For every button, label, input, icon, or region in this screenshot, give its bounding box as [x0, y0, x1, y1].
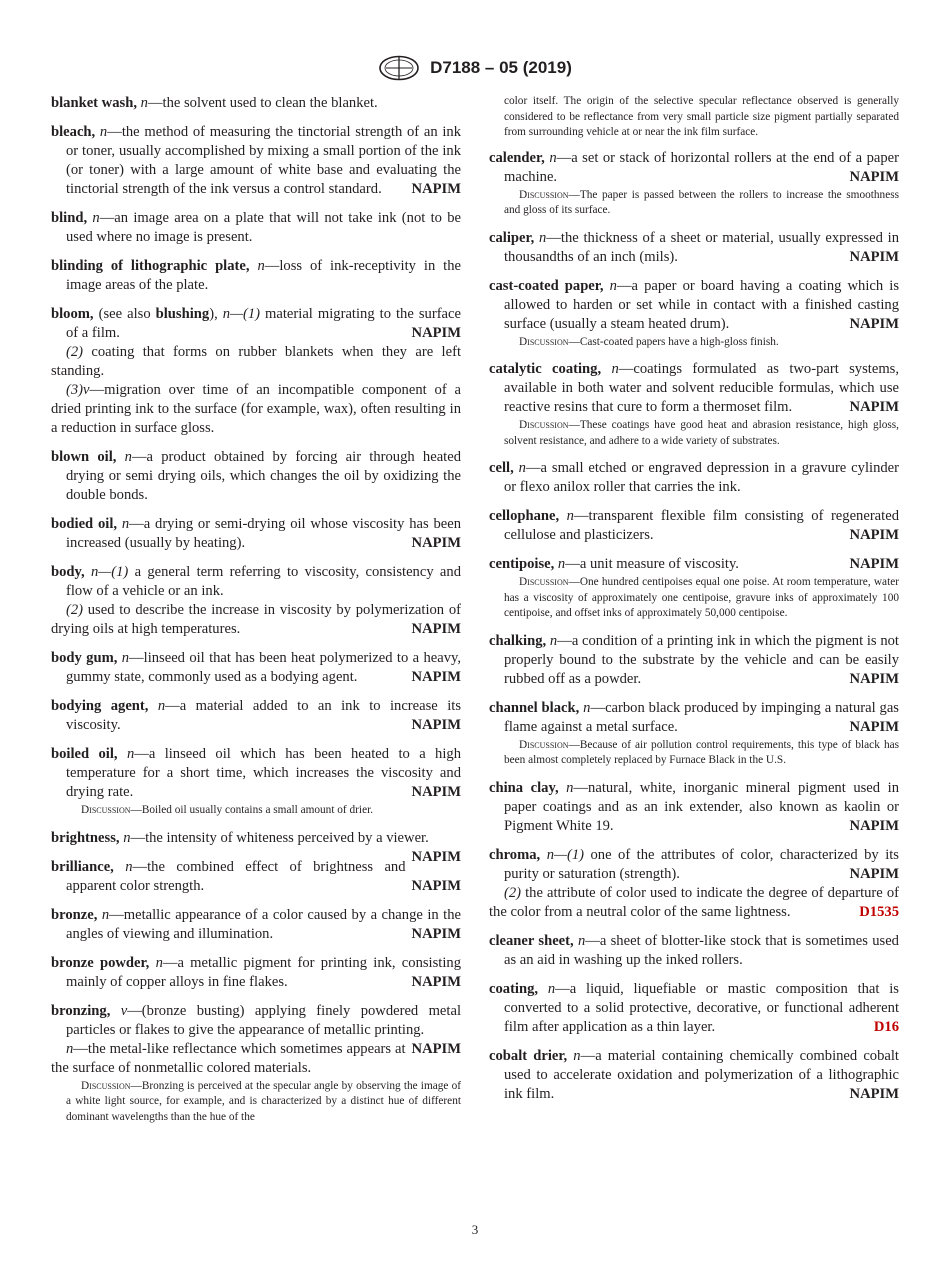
- term: boiled oil,: [51, 746, 118, 762]
- entry-caliper: [489, 229, 899, 267]
- source-reference: NAPIM: [411, 848, 461, 865]
- definition: —a small etched or engraved depression in a gravure cylinder or flexo anilox roller that carries the ink.: [504, 460, 899, 495]
- entry-blown-oil: [51, 448, 461, 505]
- entry-cobalt-drier: [489, 1047, 899, 1104]
- definition: —carbon black produced by impinging a natural gas flame against a metal surface.: [504, 699, 899, 735]
- term: blanket wash,: [51, 95, 137, 111]
- entry-china-clay: [489, 779, 899, 836]
- definition: —transparent flexible film consisting of regenerated cellulose and plasticizers.: [504, 508, 899, 543]
- part-of-speech: n: [101, 906, 110, 923]
- term: channel black,: [489, 699, 580, 716]
- astm-logo-icon: [378, 55, 420, 81]
- entry-bronze-powder: [51, 954, 461, 992]
- discussion-note: [504, 738, 899, 769]
- page-number: 3: [471, 1222, 479, 1237]
- definition: —a drying or semi-drying oil whose viscosity has been increased (usually by heating).: [66, 516, 461, 551]
- definition: —linseed oil that has been heat polymerized to a heavy, gummy state, commonly used as a bodying agent.: [66, 650, 461, 685]
- entry-coating: [489, 980, 899, 1037]
- discussion-note: [66, 1079, 461, 1126]
- term: china clay,: [489, 779, 559, 796]
- source-reference: NAPIM: [849, 670, 899, 687]
- entry-cleaner-sheet: [489, 932, 899, 970]
- part-of-speech: n: [549, 149, 557, 166]
- part-of-speech: n: [583, 699, 591, 716]
- source-reference: NAPIM: [849, 168, 899, 185]
- term: bloom,: [51, 306, 94, 322]
- discussion-label: Discussion: [81, 1079, 131, 1092]
- source-reference: NAPIM: [411, 621, 461, 637]
- entry-catalytic-coating: [489, 360, 899, 449]
- term: bronzing,: [51, 1002, 111, 1019]
- source-reference: NAPIM: [411, 325, 461, 341]
- source-reference: NAPIM: [411, 717, 461, 733]
- term: chalking,: [489, 632, 547, 649]
- discussion-note: [66, 803, 461, 819]
- source-reference: NAPIM: [849, 527, 899, 543]
- discussion-label: Discussion: [519, 419, 569, 431]
- definition: —a unit measure of viscosity.: [565, 556, 739, 572]
- discussion-text: —Bronzing is perceived at the specular angle by observing the image of a white light source, for example, and is characterized by a distinct hue of different dominant wavelengths than the hue of the: [66, 1079, 461, 1123]
- definition: —a condition of a printing ink in which the pigment is not properly bound to the substrate by the vehicle and can be easily rubbed off as a powder.: [504, 632, 899, 687]
- discussion-label: Discussion: [519, 576, 569, 588]
- sense-number: (2): [66, 344, 84, 360]
- discussion-note: [504, 188, 899, 219]
- term: centipoise,: [489, 556, 555, 572]
- part-of-speech: n: [557, 556, 566, 572]
- definition: —the solvent used to clean the blanket.: [147, 95, 378, 111]
- definition: —a metallic pigment for printing ink, consisting mainly of copper alloys in fine flakes.: [66, 954, 461, 990]
- source-reference: NAPIM: [411, 181, 461, 197]
- entry-blinding-of-lithographic-plate: [51, 257, 461, 295]
- part-of-speech: n: [121, 650, 130, 666]
- term: bronze powder,: [51, 954, 150, 971]
- discussion-text: —The paper is passed between the rollers to increase the smoothness and gloss of its surface.: [504, 188, 899, 216]
- entry-bloom: [51, 305, 461, 438]
- entry-cast-coated-paper: [489, 277, 899, 351]
- part-of-speech: n—(1): [222, 306, 261, 322]
- source-reference: NAPIM: [411, 535, 461, 551]
- part-of-speech: n: [99, 124, 108, 140]
- source-reference: NAPIM: [849, 1085, 899, 1102]
- part-of-speech: n: [611, 361, 619, 377]
- term: caliper,: [489, 229, 535, 246]
- definition: —natural, white, inorganic mineral pigment used in paper coatings and as an ink extender, also known as kaolin or Pigment White 19.: [504, 779, 899, 834]
- part-of-speech: n: [126, 746, 135, 762]
- part-of-speech: n: [257, 258, 265, 274]
- part-of-speech: n: [140, 95, 148, 111]
- definition-2: coating that forms on rubber blankets when they are left standing.: [51, 344, 461, 379]
- source-reference: NAPIM: [849, 315, 899, 332]
- discussion-label: Discussion: [519, 188, 569, 201]
- entry-centipoise: [489, 555, 899, 622]
- discussion-text: —One hundred centipoises equal one poise. At room temperature, water has a viscosity of approximately one centipoise, gravure inks of approximately 100 centipoise, and offset inks of approximately 50,000 centipoise.: [504, 576, 899, 619]
- entry-bronzing: [51, 1002, 461, 1126]
- definition-2: used to describe the increase in viscosity by polymerization of drying oils at high temperatures.: [51, 602, 461, 637]
- part-of-speech: n: [155, 954, 163, 971]
- part-of-speech: n: [609, 277, 617, 294]
- term: cobalt drier,: [489, 1047, 568, 1064]
- term: blinding of lithographic plate,: [51, 258, 250, 274]
- part-of-speech: n: [518, 460, 526, 476]
- definition-1: a general term referring to viscosity, consistency and flow of a vehicle or an ink.: [66, 564, 461, 599]
- part-of-speech: n: [123, 829, 131, 846]
- part-of-speech: n: [549, 632, 558, 649]
- entry-channel-black: [489, 699, 899, 769]
- definition: —the intensity of whiteness perceived by a viewer.: [130, 829, 429, 846]
- definition-1: —(bronze busting) applying finely powdered metal particles or flakes to give the appearance of metallic printing.: [66, 1002, 461, 1038]
- definition: —a set or stack of horizontal rollers at the end of a paper machine.: [504, 149, 899, 185]
- entry-calender: [489, 149, 899, 219]
- entry-bleach: [51, 123, 461, 199]
- term: body,: [51, 564, 85, 580]
- standard-reference-link[interactable]: D1535: [859, 903, 899, 920]
- entry-chalking: [489, 632, 899, 689]
- definition: —coatings formulated as two-part systems, available in both water and solvent reducible formulas, which use reactive resins that cure to form a thermoset film.: [504, 361, 899, 415]
- right-column: [489, 94, 899, 1114]
- definition-3: —migration over time of an incompatible component of a dried printing ink to the surface (for example, wax), often resulting in a reduction in surface gloss.: [51, 382, 461, 436]
- discussion-text: —These coatings have good heat and abrasion resistance, high gloss, solvent resistance, and adhere to a wide variety of substrates.: [504, 419, 899, 447]
- entry-boiled-oil: [51, 745, 461, 819]
- term: bronze,: [51, 906, 98, 923]
- part-of-speech: n: [125, 858, 133, 875]
- part-of-speech: n: [577, 932, 586, 949]
- term: brightness,: [51, 829, 120, 846]
- discussion-text: —Boiled oil usually contains a small amount of drier.: [130, 804, 374, 816]
- part-of-speech: n: [121, 516, 130, 532]
- source-reference: NAPIM: [411, 784, 461, 800]
- discussion-label: Discussion: [81, 804, 131, 816]
- entry-cell: [489, 459, 899, 497]
- definition: —a paper or board having a coating which is allowed to harden or set while in contact with a finished casting surface (usually a steam heated drum).: [504, 277, 899, 332]
- definition: —a material added to an ink to increase its viscosity.: [66, 698, 461, 733]
- definition: —a sheet of blotter-like stock that is sometimes used as an aid in washing up the inked rollers.: [504, 932, 899, 968]
- term: catalytic coating,: [489, 361, 602, 377]
- discussion-label: Discussion: [519, 738, 569, 751]
- discussion-note: [504, 335, 899, 351]
- standard-designation: D7188 – 05 (2019): [430, 58, 572, 77]
- source-reference: NAPIM: [849, 718, 899, 735]
- source-reference: NAPIM: [411, 669, 461, 685]
- term: bodied oil,: [51, 516, 118, 532]
- term: bleach,: [51, 124, 96, 140]
- definition: —a product obtained by forcing air through heated drying or semi drying oils, which changes the oil by oxidizing the double bonds.: [66, 449, 461, 503]
- term: coating,: [489, 980, 539, 997]
- standard-reference-link[interactable]: D16: [873, 1018, 899, 1035]
- term: chroma,: [489, 846, 541, 863]
- definition-1: material migrating to the surface of a film.: [66, 306, 461, 341]
- part-of-speech: n: [66, 1040, 74, 1057]
- source-reference: NAPIM: [849, 556, 899, 572]
- definition: —a liquid, liquefiable or mastic composition that is converted to a solid protective, decorative, or functional adherent film after application as a thin layer.: [504, 980, 899, 1035]
- term: bodying agent,: [51, 698, 149, 714]
- source-reference: NAPIM: [849, 248, 899, 265]
- term: brilliance,: [51, 858, 114, 875]
- discussion-label: Discussion: [519, 335, 569, 348]
- discussion-text: —Because of air pollution control requirements, this type of black has been almost completely replaced by Furnace Black in the U.S.: [504, 738, 899, 766]
- part-of-speech: n: [539, 229, 547, 246]
- term: calender,: [489, 149, 545, 166]
- discussion-text: —Cast-coated papers have a high-gloss finish.: [568, 335, 779, 348]
- part-of-speech: n—(1): [546, 846, 584, 863]
- discussion-note: [504, 575, 899, 622]
- left-column: [51, 94, 461, 1135]
- definition: —an image area on a plate that will not take ink (not to be used where no image is present.: [66, 210, 461, 245]
- part-of-speech: n—(1): [90, 564, 129, 580]
- definition: —the method of measuring the tinctorial strength of an ink or toner, usually accomplished by mixing a small portion of the ink (or toner) with a large amount of white base and evaluating the tinctorial strength of the ink versus a control standard.: [66, 124, 461, 197]
- source-reference: NAPIM: [849, 399, 899, 415]
- entry-bronze: [51, 906, 461, 944]
- definition: —a linseed oil which has been heated to a high temperature for a short time, which increases the viscosity and drying rate.: [66, 746, 461, 800]
- term: cleaner sheet,: [489, 932, 574, 949]
- see-also-term: blushing: [155, 306, 210, 322]
- term: cell,: [489, 460, 514, 476]
- source-reference: NAPIM: [411, 1040, 461, 1057]
- entry-blind: [51, 209, 461, 247]
- entry-bodying-agent: [51, 697, 461, 735]
- definition-1: one of the attributes of color, characterized by its purity or saturation (strength).: [504, 846, 899, 882]
- term: blind,: [51, 210, 88, 226]
- source-reference: NAPIM: [411, 925, 461, 942]
- entry-chroma: [489, 846, 899, 922]
- discussion-continued: color itself. The origin of the selective specular reflectance observed is generally considered to be reflectance from very small particle size pigment partially separated from surrounding vehicle at or near the ink film surface.: [504, 95, 899, 138]
- term: cellophane,: [489, 508, 560, 524]
- source-reference: NAPIM: [849, 817, 899, 834]
- definition: —metallic appearance of a color caused by a change in the angles of viewing and illumination.: [66, 906, 461, 942]
- see-also-suffix: ),: [209, 306, 223, 322]
- definition: —the thickness of a sheet or material, usually expressed in thousandths of an inch (mils).: [504, 229, 899, 265]
- discussion-note: [504, 418, 899, 449]
- definition: —a material containing chemically combined cobalt used to accelerate oxidation and polymerization of a lithographic ink film.: [504, 1047, 899, 1102]
- term: blown oil,: [51, 449, 117, 465]
- entry-body-gum: [51, 649, 461, 687]
- sense-number: (2): [504, 884, 522, 901]
- entry-brightness: [51, 829, 461, 865]
- part-of-speech: n: [566, 508, 574, 524]
- entry-body: [51, 563, 461, 639]
- definition: —the combined effect of brightness and apparent color strength.: [66, 858, 406, 894]
- part-of-speech: n: [573, 1047, 581, 1064]
- sense-number: (2): [66, 602, 84, 618]
- part-of-speech: n: [92, 210, 100, 226]
- term: body gum,: [51, 650, 118, 666]
- definition-2: the attribute of color used to indicate the degree of departure of the color from a neutral color of the same lightness.: [489, 884, 899, 920]
- see-also-prefix: (see also: [93, 306, 156, 322]
- entry-blanket-wash: [51, 94, 461, 113]
- term: cast-coated paper,: [489, 277, 604, 294]
- page-header: [0, 55, 950, 85]
- entry-bodied-oil: [51, 515, 461, 553]
- part-of-speech: n: [157, 698, 166, 714]
- sense-number: (3)v: [66, 382, 90, 398]
- source-reference: NAPIM: [849, 865, 899, 882]
- part-of-speech: v: [120, 1002, 128, 1019]
- part-of-speech: n: [547, 980, 556, 997]
- definition-2: —the metal-like reflectance which sometimes appears at the surface of nonmetallic colored materials.: [51, 1040, 406, 1076]
- source-reference: NAPIM: [411, 973, 461, 990]
- definition: —loss of ink-receptivity in the image areas of the plate.: [66, 258, 461, 293]
- entry-brilliance: [51, 858, 461, 896]
- part-of-speech: n: [124, 449, 132, 465]
- entry-cellophane: [489, 507, 899, 545]
- source-reference: NAPIM: [411, 877, 461, 894]
- part-of-speech: n: [566, 779, 574, 796]
